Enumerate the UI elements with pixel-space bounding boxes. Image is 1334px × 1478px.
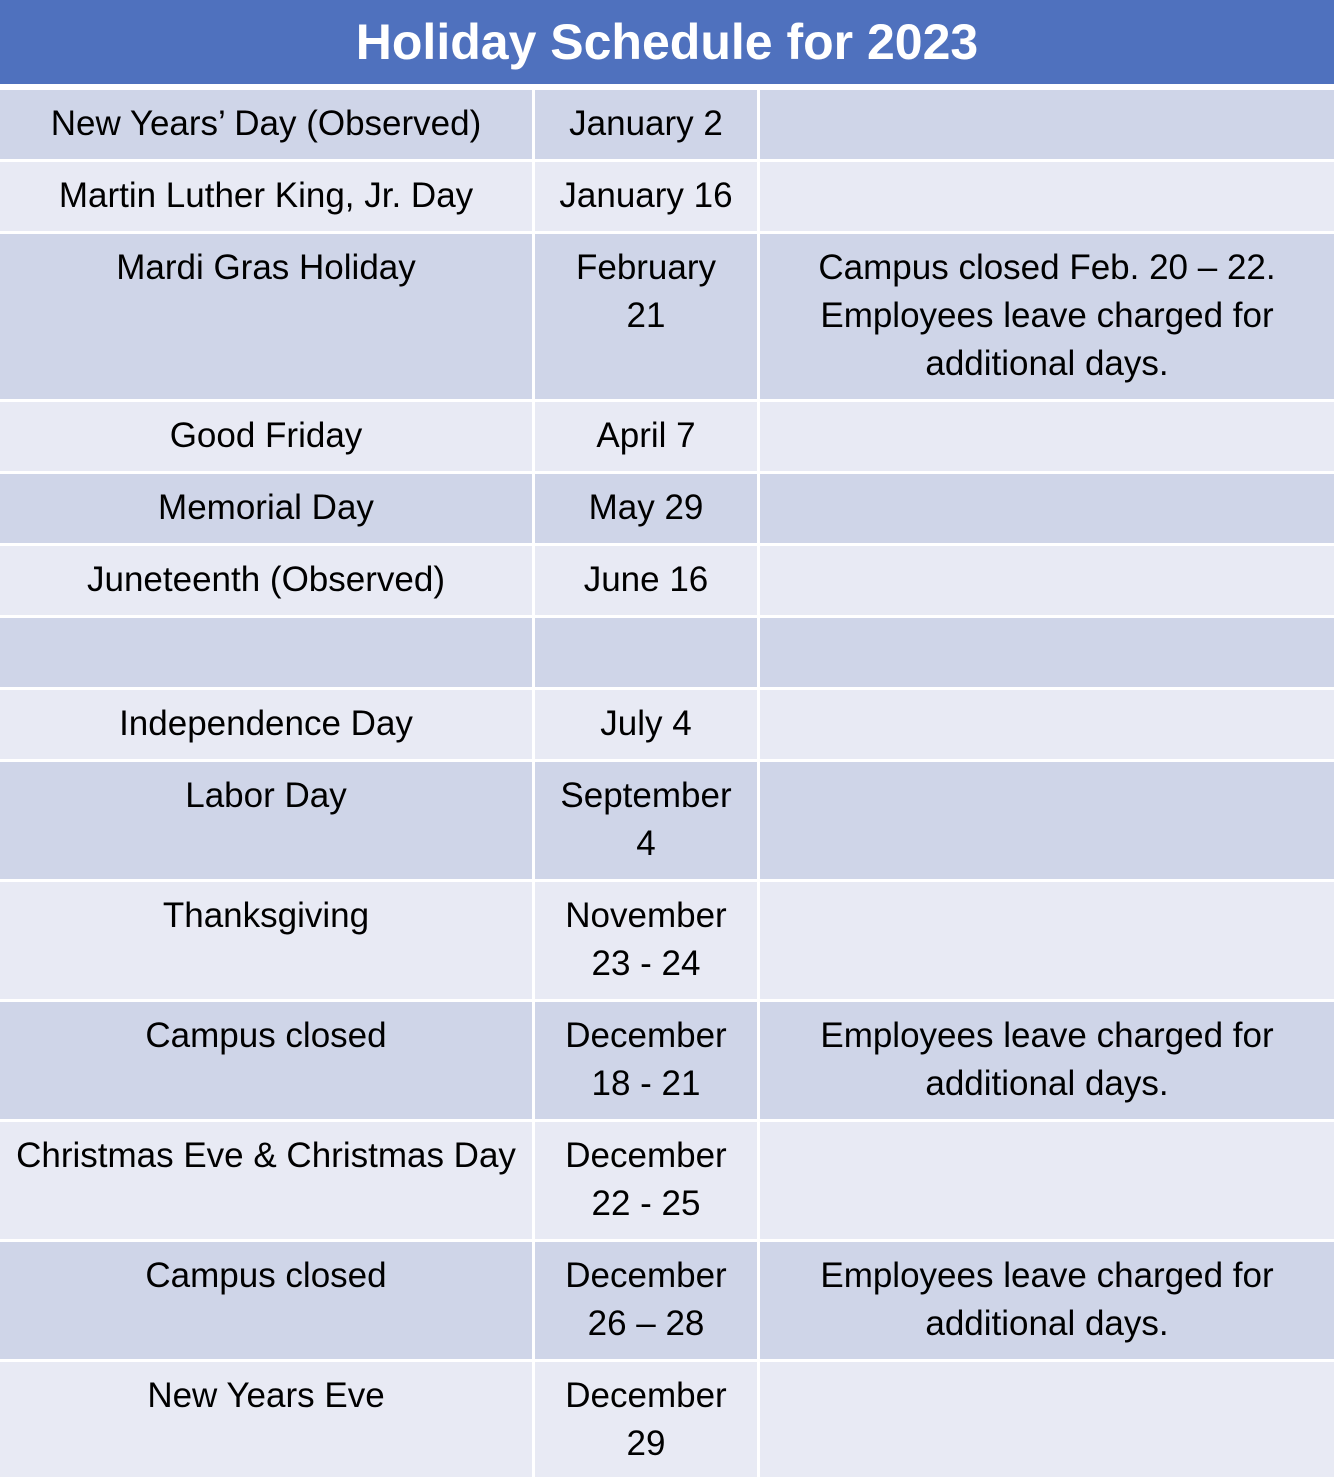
holiday-name: Memorial Day: [0, 474, 535, 543]
holiday-note: [760, 690, 1334, 759]
holiday-date: [535, 618, 760, 687]
table-row: [0, 690, 1334, 762]
holiday-note: [760, 402, 1334, 471]
table-row: [0, 474, 1334, 546]
holiday-name: New Years Eve: [0, 1362, 535, 1478]
holiday-date: September 4: [535, 762, 760, 879]
holiday-note: [760, 546, 1334, 615]
table-row: [0, 618, 1334, 690]
holiday-date: June 16: [535, 546, 760, 615]
holiday-name: [0, 618, 535, 687]
table-row: [0, 1122, 1334, 1242]
holiday-name: Mardi Gras Holiday: [0, 234, 535, 399]
holiday-date: December 18 - 21: [535, 1002, 760, 1119]
table-row: [0, 762, 1334, 882]
holiday-date: November 23 - 24: [535, 882, 760, 999]
holiday-note: Employees leave charged for additional days.: [820, 1256, 1274, 1343]
holiday-date: April 7: [535, 402, 760, 471]
holiday-note: [760, 474, 1334, 543]
holiday-name: New Years’ Day (Observed): [0, 90, 535, 159]
holiday-date: May 29: [535, 474, 760, 543]
page-title: Holiday Schedule for 2023: [0, 0, 1334, 84]
holiday-date: December 29: [535, 1362, 760, 1478]
holiday-date: December 26 – 28: [535, 1242, 760, 1359]
table-row: [0, 402, 1334, 474]
holiday-note: Employees leave charged for additional days.: [820, 1016, 1274, 1103]
holiday-note: [760, 90, 1334, 159]
holiday-note: [760, 1362, 1334, 1478]
holiday-note: [760, 882, 1334, 999]
holiday-name: Campus closed: [0, 1242, 535, 1359]
table-row: [0, 1242, 1334, 1362]
holiday-name: Martin Luther King, Jr. Day: [0, 162, 535, 231]
table-row: [0, 162, 1334, 234]
holiday-note: Campus closed Feb. 20 – 22. Employees leave charged for additional days.: [818, 248, 1276, 383]
holiday-name: Good Friday: [0, 402, 535, 471]
holiday-name: Independence Day: [0, 690, 535, 759]
holiday-name: Campus closed: [0, 1002, 535, 1119]
holiday-date: January 16: [535, 162, 760, 231]
holiday-date: January 2: [535, 90, 760, 159]
table-row: [0, 90, 1334, 162]
holiday-name: Christmas Eve & Christmas Day: [0, 1122, 535, 1239]
holiday-note: [760, 762, 1334, 879]
table-row: [0, 234, 1334, 402]
holiday-name: Thanksgiving: [0, 882, 535, 999]
holiday-name: Juneteenth (Observed): [0, 546, 535, 615]
holiday-date: February 21: [535, 234, 760, 399]
holiday-table: [0, 84, 1334, 1477]
holiday-note: [760, 618, 1334, 687]
table-row: [0, 546, 1334, 618]
table-row: [0, 1362, 1334, 1477]
holiday-note: [760, 1122, 1334, 1239]
holiday-date: December 22 - 25: [535, 1122, 760, 1239]
holiday-note: [760, 162, 1334, 231]
table-row: [0, 882, 1334, 1002]
holiday-name: Labor Day: [0, 762, 535, 879]
table-row: [0, 1002, 1334, 1122]
holiday-date: July 4: [535, 690, 760, 759]
